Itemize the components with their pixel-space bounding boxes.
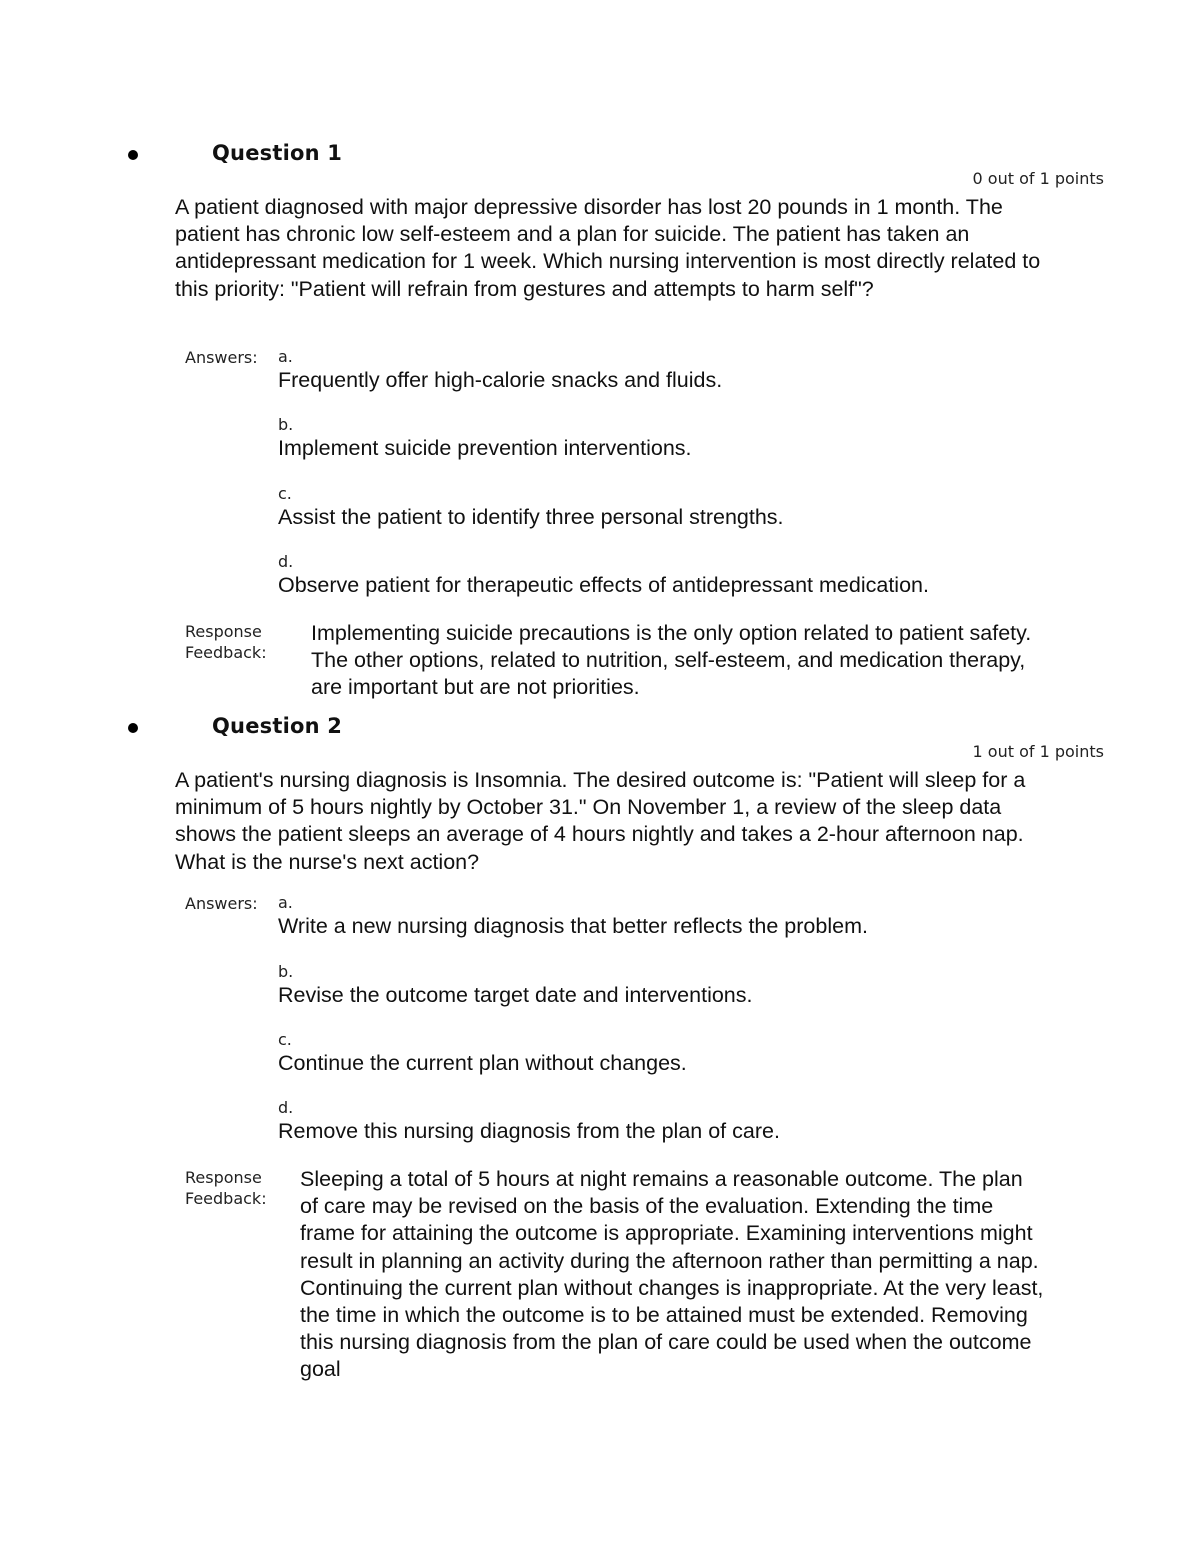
answer-text: Assist the patient to identify three personal strengths. — [278, 505, 784, 529]
answers-label: Answers: — [185, 894, 258, 913]
answer-text: Observe patient for therapeutic effects of antidepressant medication. — [278, 573, 929, 597]
answer-letter: a. — [278, 347, 293, 366]
answer-text: Continue the current plan without changes. — [278, 1051, 687, 1075]
question-title: Question 1 — [212, 141, 343, 165]
question-text: A patient diagnosed with major depressive disorder has lost 20 pounds in 1 month. The patient has chronic low self-esteem and a plan for suicide. The patient has taken an antidepressant medication for 1 week. Which nursing intervention is most directly related to this priority: "Patient will refrain from gestures and attempts to harm self"? — [175, 195, 1041, 301]
answer-letter: b. — [278, 415, 294, 434]
question-title: Question 2 — [212, 714, 343, 738]
response-feedback-label: Response Feedback: — [185, 622, 267, 662]
answer-letter: b. — [278, 962, 294, 981]
answer-text: Frequently offer high-calorie snacks and fluids. — [278, 368, 723, 392]
answer-letter: d. — [278, 552, 294, 571]
answer-text: Revise the outcome target date and interventions. — [278, 983, 753, 1007]
question-text: A patient's nursing diagnosis is Insomnia. The desired outcome is: "Patient will sleep for a minimum of 5 hours nightly by October 31." On November 1, a review of the sleep data shows the patient sleeps an average of 4 hours nightly and takes a 2-hour afternoon nap. What is the nurse's next action? — [175, 768, 1026, 874]
answer-option-d — [278, 552, 929, 598]
answer-letter: d. — [278, 1098, 294, 1117]
answer-option-a — [278, 893, 868, 939]
answer-text: Remove this nursing diagnosis from the plan of care. — [278, 1119, 780, 1143]
answer-letter: a. — [278, 893, 293, 912]
answer-text: Implement suicide prevention interventions. — [278, 436, 692, 460]
answer-option-b — [278, 962, 752, 1008]
answer-option-d — [278, 1098, 780, 1144]
bullet-icon — [128, 150, 138, 160]
answer-text: Write a new nursing diagnosis that better reflects the problem. — [278, 914, 868, 938]
answer-option-a — [278, 347, 722, 393]
response-feedback-label: Response Feedback: — [185, 1168, 267, 1208]
question-points: 0 out of 1 points — [972, 169, 1104, 188]
answer-letter: c. — [278, 484, 292, 503]
question-points: 1 out of 1 points — [972, 742, 1104, 761]
answer-option-b — [278, 415, 692, 461]
bullet-icon — [128, 723, 138, 733]
response-feedback-text: Implementing suicide precautions is the only option related to patient safety. The other options, related to nutrition, self-esteem, and medication therapy, are important but are not priorities. — [311, 621, 1032, 700]
answer-option-c — [278, 484, 784, 530]
answers-label: Answers: — [185, 348, 258, 367]
response-feedback-text: Sleeping a total of 5 hours at night remains a reasonable outcome. The plan of care may be revised on the basis of the evaluation. Extending the time frame for attaining the outcome is appropriate. Examining interventions might result in planning an activity during the afternoon rather than permitting a nap. Continuing the current plan without changes is inappropriate. At the very least, the time in which the outcome is to be attained must be extended. Removing this nursing diagnosis from the plan of care could be used when the outcome goal — [300, 1167, 1044, 1382]
answer-letter: c. — [278, 1030, 292, 1049]
answer-option-c — [278, 1030, 687, 1076]
